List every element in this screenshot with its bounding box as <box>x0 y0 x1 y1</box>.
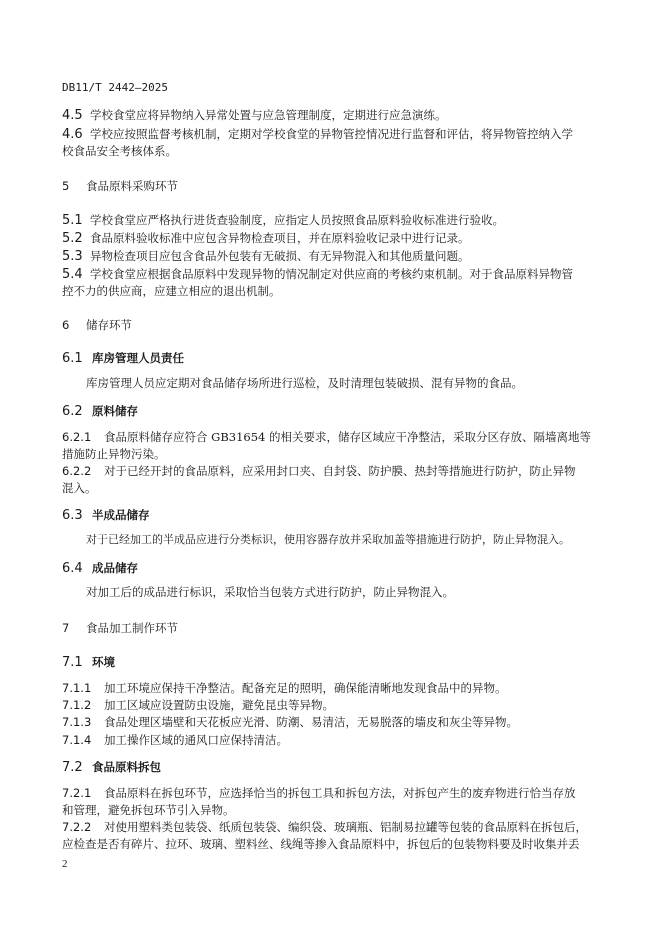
clause-6-2-1-cont: 措施防止异物污染。 <box>62 447 166 461</box>
subsection-7-1-heading <box>62 655 115 670</box>
clause-number: 7.1.4 <box>62 733 92 747</box>
clause-number: 7.2.1 <box>62 786 92 800</box>
section-6-heading <box>62 318 132 332</box>
subsection-number: 7.2 <box>62 760 83 775</box>
clause-number: 6.2.2 <box>62 464 92 478</box>
section-5-heading <box>62 179 178 193</box>
clause-text: 学校食堂应根据食品原料中发现异物的情况制定对供应商的考核约束机制。对于食品原料异物管 <box>90 267 573 281</box>
clause-7-2-1-cont: 和管理，避免拆包环节引入异物。 <box>62 803 235 817</box>
clause-6-2-2 <box>62 464 576 478</box>
clause-7-1-3 <box>62 715 518 729</box>
clause-7-1-4 <box>62 733 288 747</box>
clause-text: 食品处理区墙壁和天花板应光滑、防潮、易清洁，无易脱落的墙皮和灰尘等异物。 <box>104 715 518 729</box>
paragraph-6-1: 库房管理人员应定期对食品储存场所进行巡检，及时清理包装破损、混有异物的食品。 <box>86 376 523 390</box>
section-title: 储存环节 <box>86 318 132 332</box>
clause-text: 食品原料验收标准中应包含异物检查项目，并在原料验收记录中进行记录。 <box>90 231 470 245</box>
clause-5-1 <box>62 213 504 228</box>
clause-5-4 <box>62 267 573 282</box>
clause-text: 学校食堂应将异物纳入异常处置与应急管理制度，定期进行应急演练。 <box>90 108 447 122</box>
clause-number: 7.1.3 <box>62 715 92 729</box>
clause-number: 5.4 <box>62 267 83 282</box>
subsection-6-1-heading <box>62 351 184 366</box>
clause-number: 5.2 <box>62 231 83 246</box>
clause-4-6-cont: 校食品安全考核体系。 <box>62 144 177 158</box>
clause-text: 食品原料储存应符合 GB31654 的相关要求，储存区域应干净整洁，采取分区存放、隔墙离地等 <box>104 430 592 444</box>
clause-number: 4.6 <box>62 127 83 142</box>
clause-number: 5.3 <box>62 249 83 264</box>
section-title: 食品原料采购环节 <box>86 179 178 193</box>
clause-5-2 <box>62 231 470 246</box>
subsection-number: 6.3 <box>62 508 83 523</box>
clause-number: 6.2.1 <box>62 430 92 444</box>
clause-5-3 <box>62 249 470 264</box>
clause-text: 加工区域应设置防虫设施，避免昆虫等异物。 <box>104 698 334 712</box>
clause-7-2-2 <box>62 820 587 834</box>
clause-6-2-1 <box>62 430 591 444</box>
subsection-title: 库房管理人员责任 <box>92 351 184 365</box>
subsection-6-2-heading <box>62 404 138 419</box>
paragraph-6-3: 对于已经加工的半成品应进行分类标识，使用容器存放并采取加盖等措施进行防护，防止异物混入。 <box>86 533 570 546</box>
clause-text: 加工环境应保持干净整洁。配备充足的照明，确保能清晰地发现食品中的异物。 <box>104 681 507 695</box>
paragraph-6-4: 对加工后的成品进行标识，采取恰当包装方式进行防护，防止异物混入。 <box>86 585 454 599</box>
clause-7-1-2 <box>62 698 334 712</box>
subsection-title: 成品储存 <box>92 561 138 575</box>
clause-number: 7.1.2 <box>62 698 92 712</box>
subsection-title: 原料储存 <box>92 404 138 418</box>
section-7-heading <box>62 621 178 635</box>
subsection-number: 7.1 <box>62 655 83 670</box>
clause-text: 学校食堂应严格执行进货查验制度，应指定人员按照食品原料验收标准进行验收。 <box>90 213 504 227</box>
clause-text: 对于已经开封的食品原料，应采用封口夹、自封袋、防护膜、热封等措施进行防护，防止异物 <box>104 464 576 478</box>
subsection-7-2-heading <box>62 760 161 775</box>
clause-5-4-cont: 控不力的供应商，应建立相应的退出机制。 <box>62 284 281 298</box>
clause-text: 对使用塑料类包装袋、纸质包装袋、编织袋、玻璃瓶、铝制易拉罐等包装的食品原料在拆包后， <box>104 820 587 834</box>
clause-text: 食品原料在拆包环节，应选择恰当的拆包工具和拆包方法，对拆包产生的废弃物进行恰当存放 <box>104 786 576 800</box>
clause-number: 7.1.1 <box>62 681 92 695</box>
subsection-6-4-heading <box>62 561 138 576</box>
clause-number: 5.1 <box>62 213 83 228</box>
subsection-title: 食品原料拆包 <box>92 760 161 774</box>
clause-7-2-1 <box>62 786 576 800</box>
clause-6-2-2-cont: 混入。 <box>62 481 97 495</box>
section-title: 食品加工制作环节 <box>86 621 178 635</box>
doc-number: DB11/T 2442—2025 <box>62 81 168 94</box>
subsection-6-3-heading <box>62 508 150 523</box>
clause-text: 学校应按照监督考核机制，定期对学校食堂的异物管控情况进行监督和评估，将异物管控纳入学 <box>90 127 573 141</box>
clause-7-2-2-cont: 应检查是否有碎片、拉环、玻璃、塑料丝、线绳等掺入食品原料中，拆包后的包装物料要及时收集并丢 <box>62 837 580 851</box>
clause-number: 4.5 <box>62 108 83 123</box>
subsection-number: 6.1 <box>62 351 83 366</box>
clause-4-5 <box>62 108 447 123</box>
clause-7-1-1 <box>62 681 507 695</box>
section-number: 6 <box>62 318 70 332</box>
section-number: 7 <box>62 621 70 635</box>
subsection-title: 环境 <box>92 655 115 669</box>
page-number: 2 <box>62 858 68 870</box>
clause-number: 7.2.2 <box>62 820 92 834</box>
subsection-number: 6.4 <box>62 561 83 576</box>
clause-4-6 <box>62 127 573 142</box>
clause-text: 异物检查项目应包含食品外包装有无破损、有无异物混入和其他质量问题。 <box>90 249 470 263</box>
section-number: 5 <box>62 179 70 193</box>
subsection-number: 6.2 <box>62 404 83 419</box>
clause-text: 加工操作区域的通风口应保持清洁。 <box>104 733 288 747</box>
subsection-title: 半成品储存 <box>92 508 150 522</box>
